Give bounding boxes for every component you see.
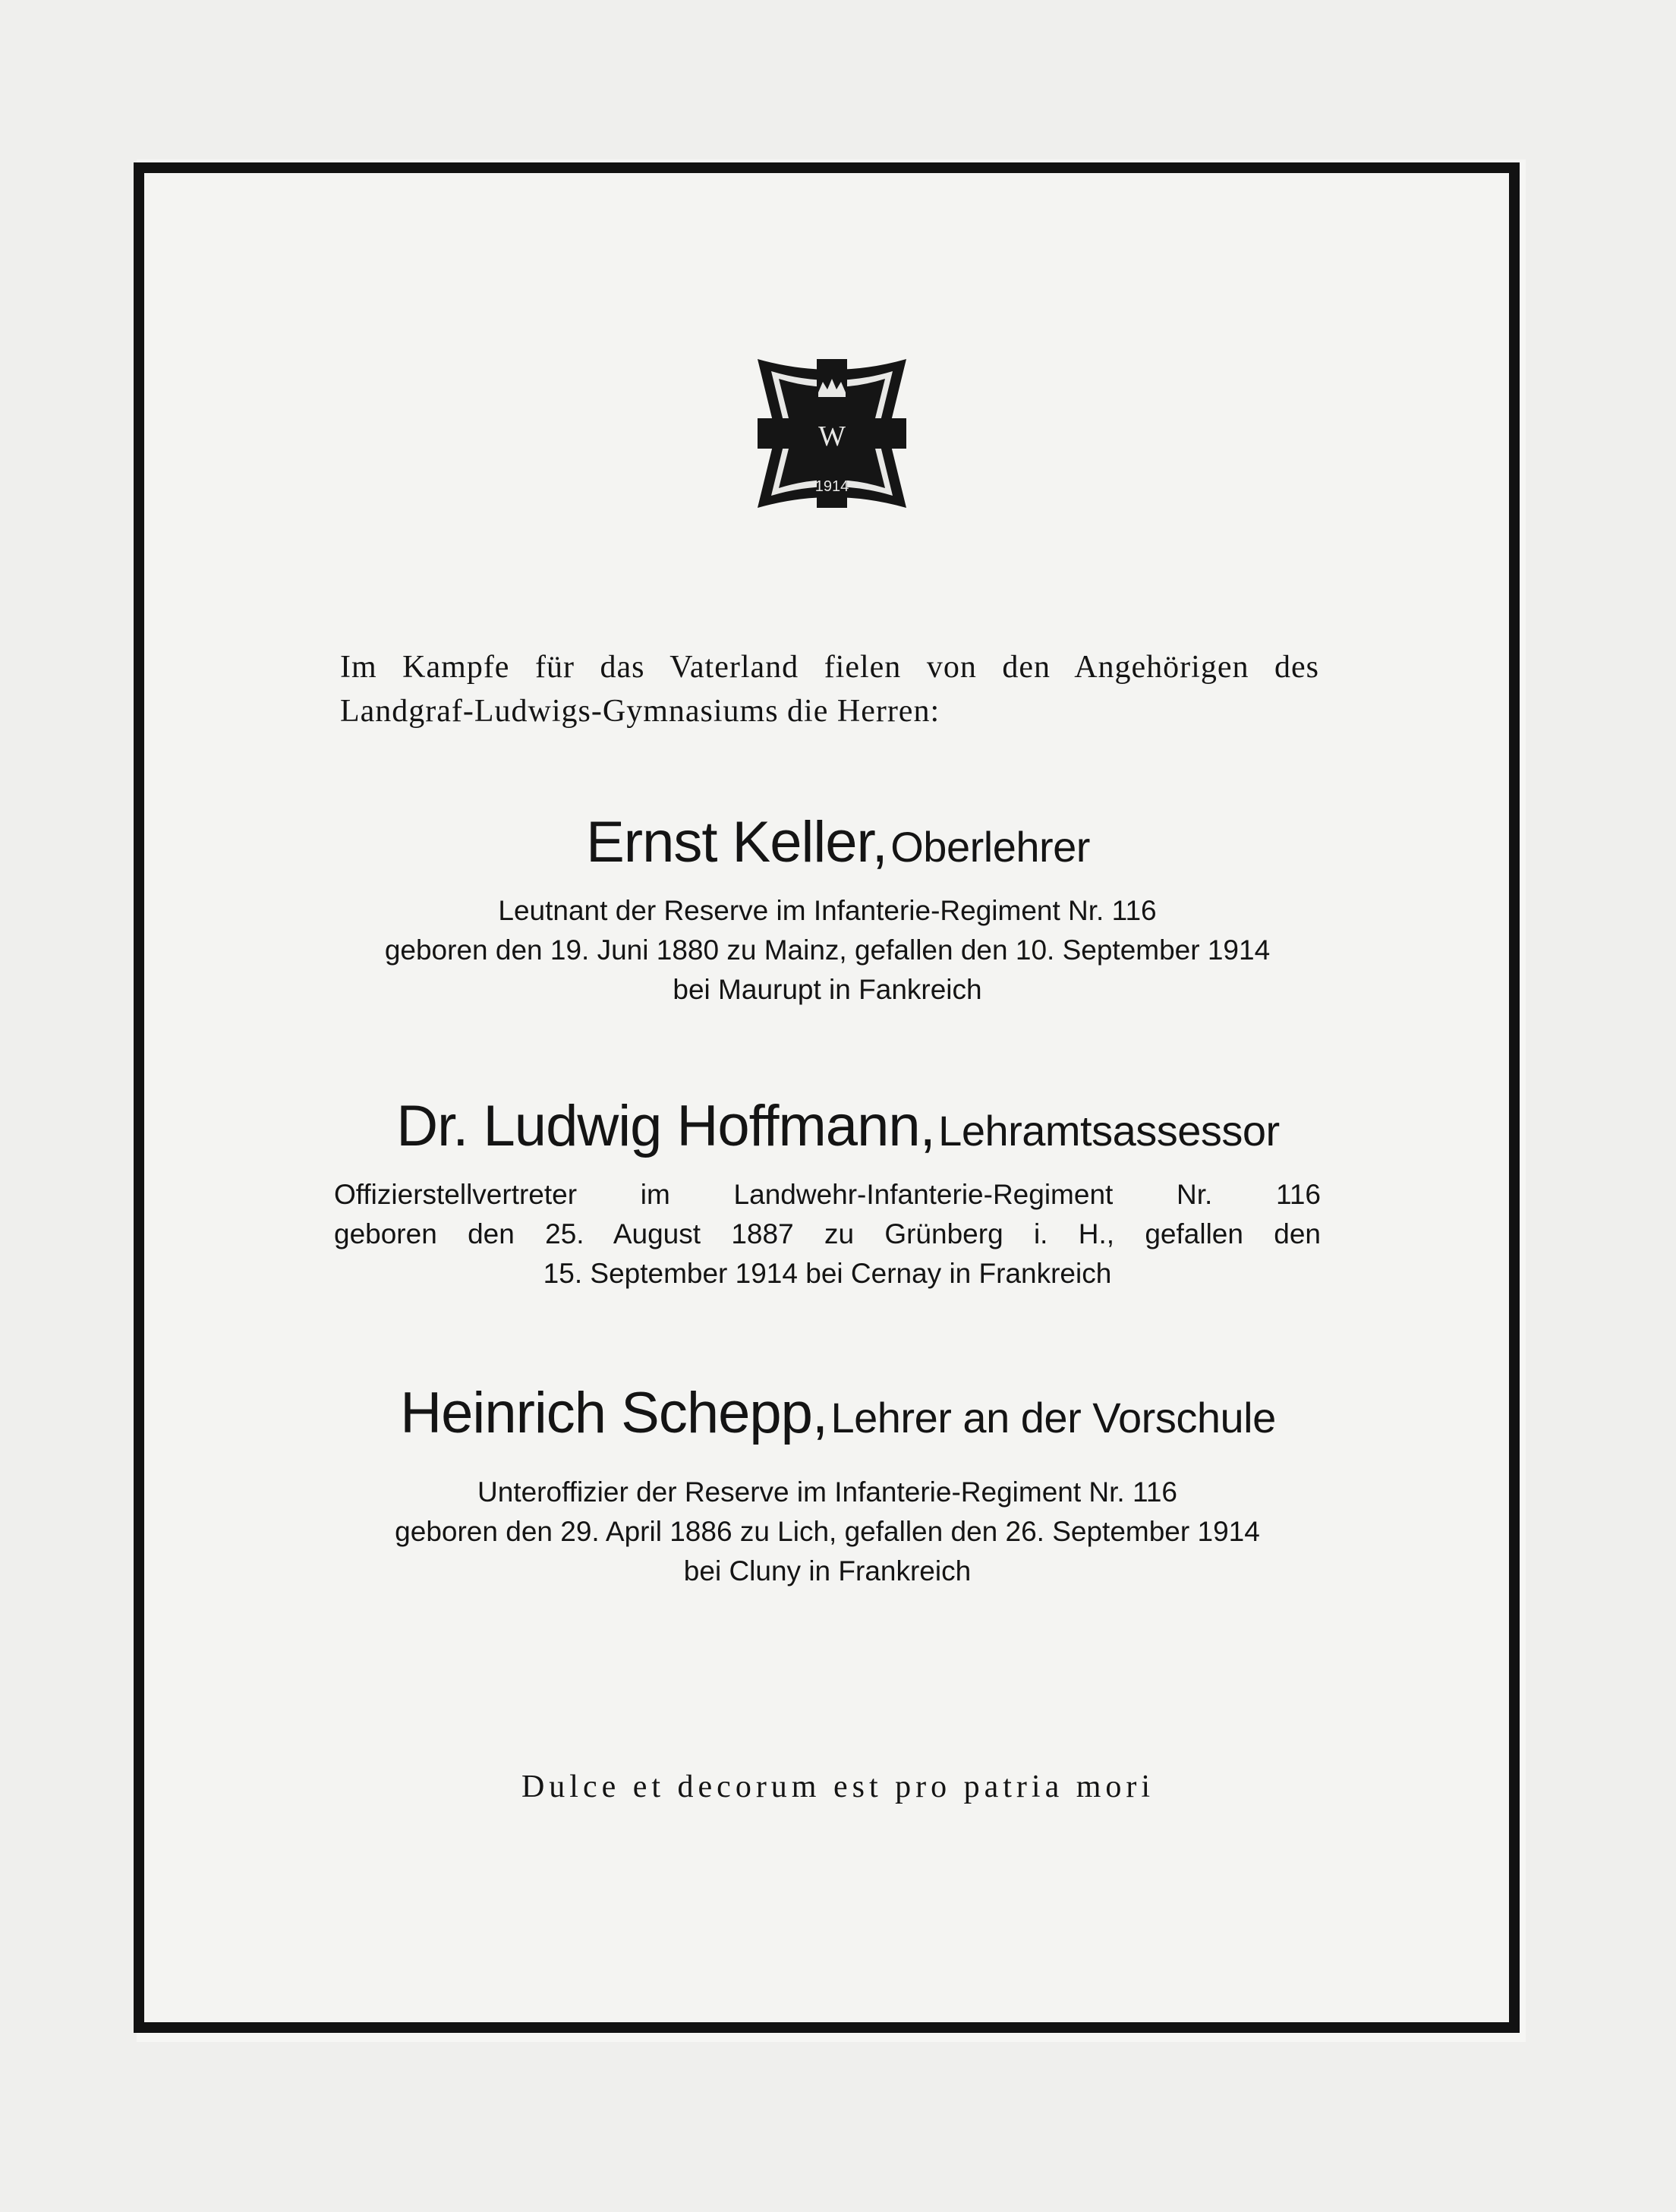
person-3-title: Lehrer an der Vorschule [830, 1394, 1276, 1442]
intro-line-1: Im Kampfe für das Vaterland fielen von den Angehörigen des [340, 650, 1319, 685]
person-3-rank: Unteroffizier der Reserve im Infanterie-Regiment Nr. 116 [477, 1476, 1177, 1508]
person-3-heading [0, 1380, 1676, 1446]
person-1-rank: Leutnant der Reserve im Infanterie-Regiment Nr. 116 [498, 895, 1157, 926]
person-2-title: Lehramtsassessor [938, 1107, 1280, 1155]
intro-line-2: Landgraf-Ludwigs-Gymnasiums die Herren: [340, 694, 940, 729]
iron-cross-icon [744, 345, 920, 521]
person-1-dates: geboren den 19. Juni 1880 zu Mainz, gefallen den 10. September 1914 [384, 934, 1271, 966]
cross-letter: W [818, 421, 846, 452]
person-3-place: bei Cluny in Frankreich [683, 1555, 972, 1587]
person-2-place: 15. September 1914 bei Cernay in Frankreich [543, 1258, 1112, 1289]
person-1-place: bei Maurupt in Fankreich [673, 974, 982, 1005]
person-1-heading [0, 809, 1676, 875]
person-2-dates: geboren den 25. August 1887 zu Grünberg i. H., gefallen den [334, 1218, 1321, 1249]
person-3-details [334, 1473, 1321, 1591]
person-1-details [334, 891, 1321, 1010]
person-1-name: Ernst Keller, [586, 810, 887, 874]
person-3-dates: geboren den 29. April 1886 zu Lich, gefallen den 26. September 1914 [395, 1516, 1260, 1547]
person-2-heading [0, 1093, 1676, 1159]
intro-text [340, 645, 1319, 733]
person-3-name: Heinrich Schepp, [400, 1381, 828, 1445]
cross-year: 1914 [814, 478, 849, 495]
motto: Dulce et decorum est pro patria mori [521, 1769, 1155, 1804]
person-2-details [334, 1175, 1321, 1293]
person-1-title: Oberlehrer [890, 823, 1090, 871]
person-2-name: Dr. Ludwig Hoffmann, [396, 1094, 935, 1158]
person-2-rank: Offizierstellvertreter im Landwehr-Infanterie-Regiment Nr. 116 [334, 1179, 1321, 1210]
